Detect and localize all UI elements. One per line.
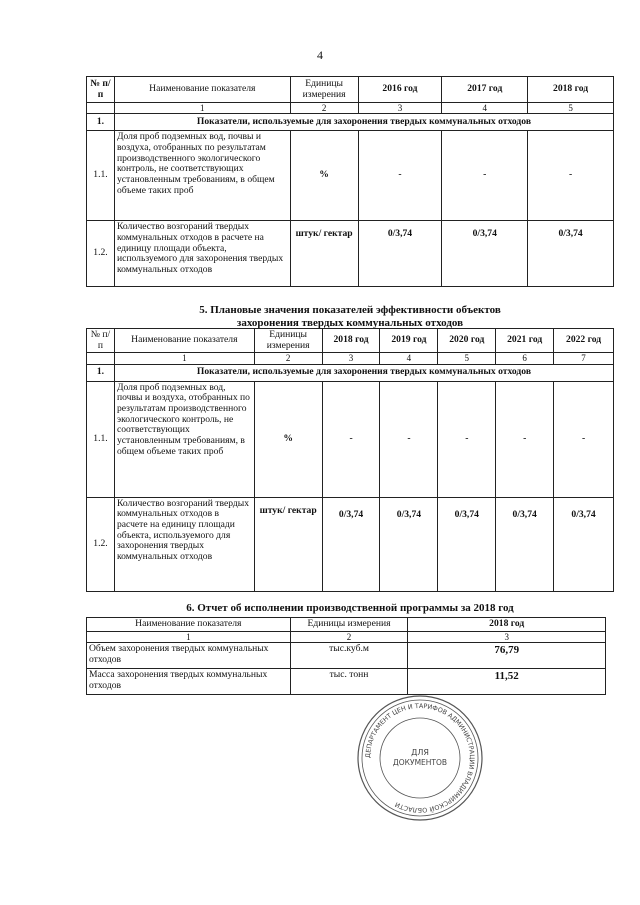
table-header-row xyxy=(87,77,614,103)
index-cell: 4 xyxy=(442,103,528,114)
table-row xyxy=(87,221,614,287)
row-number: 1.2. xyxy=(87,497,115,591)
row-value: 0/3,74 xyxy=(358,221,442,287)
column-index-row xyxy=(87,631,606,642)
col-header-year: 2020 год xyxy=(438,329,496,353)
row-value: 11,52 xyxy=(408,668,606,694)
index-cell: 2 xyxy=(254,353,322,364)
row-value: 0/3,74 xyxy=(554,497,614,591)
row-value: - xyxy=(322,381,380,497)
col-header-year: 2018 год xyxy=(322,329,380,353)
stamp-ring-text: ДЕПАРТАМЕНТ ЦЕН И ТАРИФОВ АДМИНИСТРАЦИИ ВЛАДИМИРСКОЙ ОБЛАСТИ xyxy=(363,701,477,815)
row-name: Масса захоронения твердых коммунальных отходов xyxy=(87,668,291,694)
index-cell xyxy=(87,353,115,364)
row-name: Объем захоронения твердых коммунальных отходов xyxy=(87,642,291,668)
index-cell: 1 xyxy=(114,353,254,364)
row-unit: штук/ гектар xyxy=(254,497,322,591)
table-row xyxy=(87,131,614,221)
index-cell: 1 xyxy=(114,103,290,114)
col-header-unit: Единицы измерения xyxy=(290,77,358,103)
row-unit: % xyxy=(254,381,322,497)
index-cell: 2 xyxy=(290,631,408,642)
col-header-year: 2019 год xyxy=(380,329,438,353)
row-unit: штук/ гектар xyxy=(290,221,358,287)
table-row xyxy=(87,381,614,497)
row-value: - xyxy=(380,381,438,497)
official-stamp xyxy=(355,693,485,823)
col-header-year: 2018 год xyxy=(528,77,614,103)
section-row xyxy=(87,364,614,381)
row-value: - xyxy=(442,131,528,221)
index-cell: 4 xyxy=(380,353,438,364)
index-cell xyxy=(87,103,115,114)
section-number: 1. xyxy=(87,114,115,131)
column-index-row xyxy=(87,353,614,364)
row-name: Доля проб подземных вод, почвы и воздуха, отобранных по результатам производственного экологического контроль, не соответствующих установленным требованиям, в общем объеме таких проб xyxy=(114,131,290,221)
col-header-name: Наименование показателя xyxy=(114,77,290,103)
row-number: 1.1. xyxy=(87,381,115,497)
index-cell: 6 xyxy=(496,353,554,364)
column-index-row xyxy=(87,103,614,114)
table-row xyxy=(87,497,614,591)
row-value: 0/3,74 xyxy=(442,221,528,287)
row-value: - xyxy=(528,131,614,221)
row-value: 0/3,74 xyxy=(528,221,614,287)
index-cell: 1 xyxy=(87,631,291,642)
page-number: 4 xyxy=(317,48,323,62)
col-header-year: 2021 год xyxy=(496,329,554,353)
table-header-row xyxy=(87,329,614,353)
row-name: Количество возгораний твердых коммунальных отходов в расчете на единицу площади объекта, используемого для захоронения твердых коммунальных отходов xyxy=(114,221,290,287)
row-unit: тыс. тонн xyxy=(290,668,408,694)
stamp-center-text: ДЛЯ xyxy=(411,748,429,757)
indicators-table-2016-2018 xyxy=(86,76,614,287)
row-value: 76,79 xyxy=(408,642,606,668)
col-header-year: 2017 год xyxy=(442,77,528,103)
index-cell: 3 xyxy=(408,631,606,642)
row-value: - xyxy=(358,131,442,221)
heading-line: 5. Плановые значения показателей эффективности объектов xyxy=(199,304,501,316)
index-cell: 3 xyxy=(322,353,380,364)
program-report-table-2018 xyxy=(86,617,606,695)
index-cell: 3 xyxy=(358,103,442,114)
col-header-year: 2018 год xyxy=(408,618,606,632)
section-5-heading xyxy=(86,304,614,329)
section-title: Показатели, используемые для захоронения твердых коммунальных отходов xyxy=(114,364,613,381)
row-value: - xyxy=(438,381,496,497)
row-name: Количество возгораний твердых коммунальных отходов в расчете на единицу площади объекта, используемого для захоронения твердых коммунальных отходов xyxy=(114,497,254,591)
section-6-heading: 6. Отчет об исполнении производственной программы за 2018 год xyxy=(186,602,514,614)
planned-indicators-table-2018-2022 xyxy=(86,328,614,592)
col-header-name: Наименование показателя xyxy=(87,618,291,632)
section-row xyxy=(87,114,614,131)
table-row xyxy=(87,668,606,694)
table-header-row xyxy=(87,618,606,632)
row-value: 0/3,74 xyxy=(322,497,380,591)
stamp-center-text: ДОКУМЕНТОВ xyxy=(392,758,448,767)
index-cell: 5 xyxy=(528,103,614,114)
col-header-unit: Единицы измерения xyxy=(254,329,322,353)
col-header-num: № п/п xyxy=(87,329,115,353)
row-value: 0/3,74 xyxy=(496,497,554,591)
col-header-year: 2016 год xyxy=(358,77,442,103)
row-number: 1.1. xyxy=(87,131,115,221)
col-header-name: Наименование показателя xyxy=(114,329,254,353)
index-cell: 2 xyxy=(290,103,358,114)
index-cell: 5 xyxy=(438,353,496,364)
row-value: 0/3,74 xyxy=(438,497,496,591)
section-number: 1. xyxy=(87,364,115,381)
heading-line: захоронения твердых коммунальных отходов xyxy=(236,316,464,329)
col-header-num: № п/п xyxy=(87,77,115,103)
row-number: 1.2. xyxy=(87,221,115,287)
table-row xyxy=(87,642,606,668)
col-header-year: 2022 год xyxy=(554,329,614,353)
row-unit: % xyxy=(290,131,358,221)
section-title: Показатели, используемые для захоронения твердых коммунальных отходов xyxy=(114,114,613,131)
index-cell: 7 xyxy=(554,353,614,364)
row-value: - xyxy=(496,381,554,497)
row-unit: тыс.куб.м xyxy=(290,642,408,668)
col-header-unit: Единицы измерения xyxy=(290,618,408,632)
row-value: - xyxy=(554,381,614,497)
row-value: 0/3,74 xyxy=(380,497,438,591)
row-name: Доля проб подземных вод, почвы и воздуха, отобранных по результатам производственного экологического контроль, не соответствующих установленным требованиям, в общем объеме таких проб xyxy=(114,381,254,497)
